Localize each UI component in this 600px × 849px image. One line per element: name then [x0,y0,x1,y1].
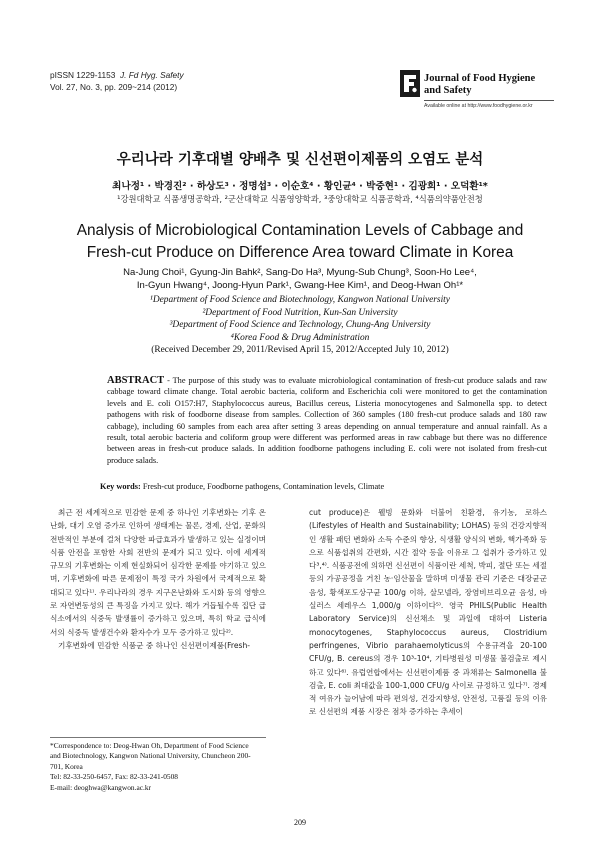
affiliations-korean: ¹강원대학교 식품생명공학과, ²군산대학교 식품영양학과, ³중앙대학교 식품공학과, ⁴식품의약품안전청 [117,194,483,204]
keywords [100,482,384,491]
affiliation-4: ⁴Korea Food & Drug Administration [230,332,370,343]
journal-name [424,73,535,97]
journal-abbrev: J. Fd Hyg. Safety [119,70,184,80]
body-paragraph: cut produce)은 웰빙 문화와 더불어 친환경, 유기농, 로하스(Lifestyles of Health and Sustainability; LOHAS) 등의 건강지향적인 생활 패턴 변화와 소득 수준의 향상, 식생활 양식의 변화, 핵가족화 등으로 식품섭취의 간편화, 시간 절약 등을 이유로 그 섭취가 증가하고 있다³,⁴⁾. 식품공전에 의하면 신선편이 식품이란 세척, 박피, 절단 또는 세절 등의 가공공정을 거친 농·임산물을 말하며 미생물 관리 기준은 대장균군 음성, 황색포도상구균 100/g 이하, 살모넬라, 장염비브리오균 음성, 바실러스 세레우스 1,000/g 이하이다⁵⁾. 영국 PHILS(Public Health Laboratory Service)의 신선채소 및 과일에 대하여 Listeria monocytogenes, Staphylococcus aureus, Clostridium perfringenes, Vibrio parahaemolyticus의 수용규격을 20-100 CFU/g, B. cereus의 경우 10³-10⁴, 기타병원성 미생물 불검출로 제시하고 있다⁶⁾. 유럽연합에서는 신선편이제품 중 과채류는 Salmonella 불검출, E. coli 최대값을 100-1,000 CFU/g 사이로 규정하고 있다⁷⁾. 경제적 여유가 늘어남에 따라 편의성, 건강지향성, 안전성, 고품질 등의 이유로 신선편의 제품 시장은 점차 증가하는 추세이 [309,508,547,717]
footnote-line: 701, Korea [50,761,83,771]
title-english-line2: Fresh-cut Produce on Difference Area toward Climate in Korea [86,244,514,261]
keywords-label: Key words: [100,482,141,491]
abstract-text: - The purpose of this study was to evaluate microbiological contamination of fresh-cut produce salads and raw cabbage toward climate change. Total aerobic bacteria, coliform and Escherichia coli were monitored to get the contamination levels and E. coli O157:H7, Staphylococcus aureus, Bacillus cereus, Listeria monocytogenes and Salmonella spp. to detect pathogens with risk of foodborne disease from samples. Collection of 360 samples (180 fresh-cut produce salads and 180 raw cabbage), including 60 samples from each area after setting 3 areas depending on annual temperature and annual rainfall. As a result, total aerobic bacteria and coliform group were different was performed areas in raw cabbage but there was no difference between areas in fresh-cut produce salads. In addition foodborne pathogens including E. coli were not isolated from fresh-cut produce salads. [107,376,547,465]
journal-citation-block [50,69,184,93]
body-column-left [50,506,266,652]
keywords-text: Fresh-cut produce, Foodborne pathogens, Contamination levels, Climate [140,482,385,491]
received-dates: (Received December 29, 2011/Revised April 15, 2012/Accepted July 10, 2012) [151,345,449,355]
page-number: 209 [294,818,306,827]
issn: pISSN 1229-1153 [50,70,116,80]
volume-info: Vol. 27, No. 3, pp. 209~214 (2012) [50,82,178,92]
authors-korean: 최나정¹ · 박경진² · 하상도³ · 정명섭³ · 이순호⁴ · 황인균⁴ · 박중현¹ · 김광희¹ · 오덕환¹* [112,181,488,192]
journal-logo-icon [400,70,420,97]
affiliations-english [0,294,600,344]
footnote-line: Tel: 82-33-250-6457, Fax: 82-33-241-0508 [50,772,178,782]
body-paragraph: 최근 전 세계적으로 민감한 문제 중 하나인 기후변화는 기후 온난화, 대기 오염 증가로 인하여 생태계는 물론, 경제, 산업, 문화의 전반적인 부분에 걸쳐 다양한 파급효과가 발생하고 있는 실정이며 식품 안전을 포함한 사회 전반의 문제가 되고 있다. 이에 세계적 규모의 기후변화는 이제 현실화되어 심각한 문제를 야기하고 있으며, 기후변화에 따른 문제점이 특정 국가 차원에서 국제적으로 확대되고 있다¹⁾. 우리나라의 경우 지구온난화와 도시화 등의 영향으로 자연변동성의 큰 특징을 가지고 있다. 해가 거듭될수록 집단 급식소에서의 식중독 발생률이 증가하고 있으며, 특히 학교 급식에서의 식중독 발생건수와 환자수가 모두 증가하고 있다²⁾. [50,508,266,637]
affiliation-2: ²Department of Food Nutrition, Kun-San University [202,307,398,318]
footnote-line: *Correspondence to: Deog-Hwan Oh, Department of Food Science [50,741,249,750]
authors-english [0,266,600,292]
affiliation-1: ¹Department of Food Science and Biotechnology, Kangwon National University [150,295,450,305]
correspondence-footnote [50,741,270,793]
available-online: Available online at http://www.foodhygiene.or.kr [424,103,533,109]
body-paragraph: 기후변화에 민감한 식품군 중 하나인 신선편이제품(Fresh- [58,640,251,650]
journal-name-line2: and Safety [424,85,472,96]
abstract-label: ABSTRACT [107,375,165,386]
header-divider [424,100,554,101]
abstract [107,375,547,466]
footnote-line: E-mail: deoghwa@kangwon.ac.kr [50,782,152,792]
authors-english-line1: Na-Jung Choi¹, Gyung-Jin Bahk², Sang-Do Ha³, Myung-Sub Chung³, Soon-Ho Lee⁴, [123,267,477,278]
affiliation-3: ³Department of Food Science and Technology, Chung-Ang University [169,320,431,330]
journal-name-line1: Journal of Food Hygiene [424,73,536,84]
title-english [0,220,600,264]
footnote-divider [50,737,266,738]
title-korean: 우리나라 기후대별 양배추 및 신선편이제품의 오염도 분석 [116,152,484,168]
body-column-right [309,506,547,719]
footnote-line: and Biotechnology, Kangwon National University, Chuncheon 200- [50,751,251,761]
authors-english-line2: In-Gyun Hwang⁴, Joong-Hyun Park¹, Gwang-Hee Kim¹, and Deog-Hwan Oh¹* [136,280,464,291]
title-english-line1: Analysis of Microbiological Contamination Levels of Cabbage and [76,222,524,239]
